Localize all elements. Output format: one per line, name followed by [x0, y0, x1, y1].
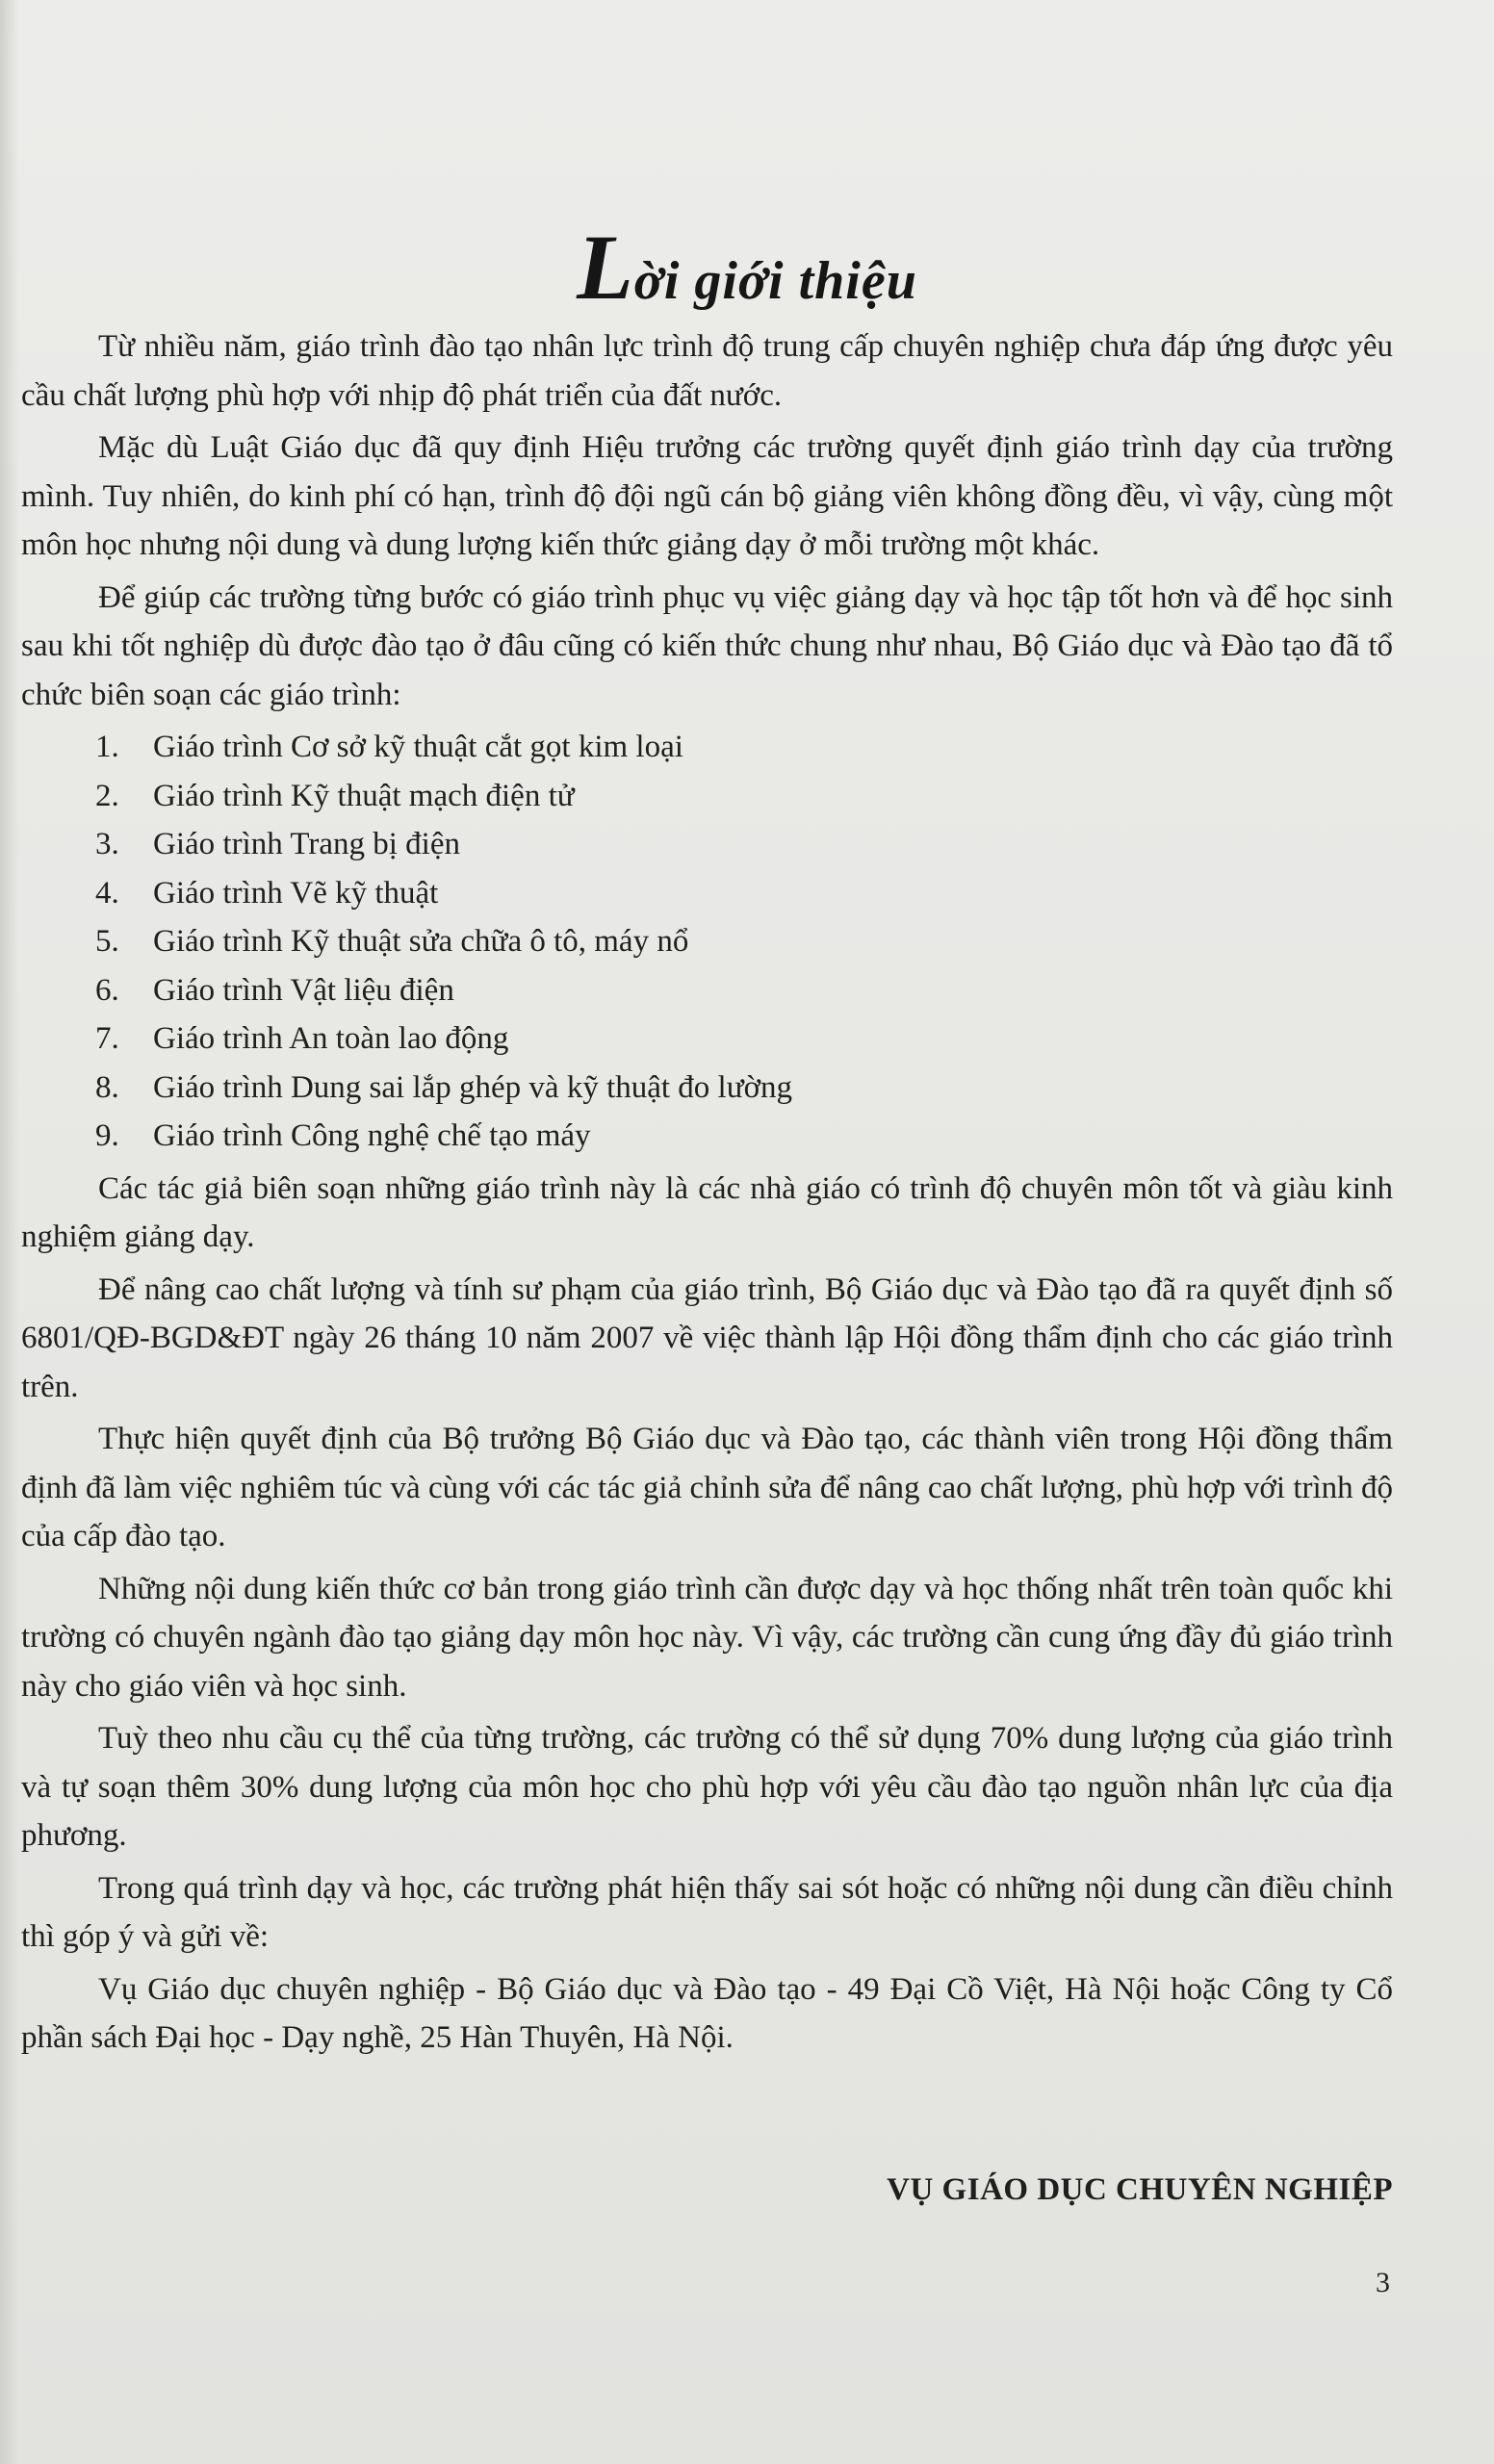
paragraph-feedback: Trong quá trình dạy và học, các trường phát hiện thấy sai sót hoặc có những nội dung cần điều chỉnh thì góp ý và gửi về: [21, 1870, 1393, 1954]
paragraph-council: Thực hiện quyết định của Bộ trưởng Bộ Giáo dục và Đào tạo, các thành viên trong Hội đồng thẩm định đã làm việc nghiêm túc và cùng với các tác giả chỉnh sửa để nâng cao chất lượng, phù hợp với trình độ của cấp đào tạo. [21, 1422, 1393, 1553]
page-edge-shadow [0, 0, 19, 2464]
paragraph-law: Mặc dù Luật Giáo dục đã quy định Hiệu trưởng các trường quyết định giáo trình dạy của trường mình. Tuy nhiên, do kinh phí có hạn, trình độ đội ngũ cán bộ giảng viên không đồng đều, vì vậy, cùng một môn học nhưng nội dung và dung lượng kiến thức giảng dạy ở mỗi trường một khác. [21, 430, 1393, 562]
signature: VỤ GIÁO DỤC CHUYÊN NGHIỆP [887, 2172, 1393, 2207]
list-item: 3. Giáo trình Trang bị điện [95, 827, 460, 861]
list-item: 2. Giáo trình Kỹ thuật mạch điện tử [95, 778, 575, 813]
page-number: 3 [1376, 2267, 1390, 2298]
paragraph-intro: Từ nhiều năm, giáo trình đào tạo nhân lực trình độ trung cấp chuyên nghiệp chưa đáp ứng được yêu cầu chất lượng phù hợp với nhịp độ phát triển của đất nước. [21, 329, 1393, 413]
page-title [0, 214, 1494, 321]
paragraph-usage: Tuỳ theo nhu cầu cụ thể của từng trường, các trường có thể sử dụng 70% dung lượng của giáo trình và tự soạn thêm 30% dung lượng của môn học cho phù hợp với yêu cầu đào tạo nguồn nhân lực của địa phương. [21, 1721, 1393, 1853]
textbook-list [21, 723, 1393, 1161]
title-initial: L [577, 216, 634, 319]
list-item: 8. Giáo trình Dung sai lắp ghép và kỹ thuật đo lường [95, 1069, 793, 1105]
list-item: 4. Giáo trình Vẽ kỹ thuật [95, 875, 439, 911]
title-rest: ời giới thiệu [633, 251, 917, 311]
list-item: 7. Giáo trình An toàn lao động [95, 1021, 509, 1056]
paragraph-address: Vụ Giáo dục chuyên nghiệp - Bộ Giáo dục và Đào tạo - 49 Đại Cồ Việt, Hà Nội hoặc Công ty Cổ phần sách Đại học - Dạy nghề, 25 Hàn Thuyên, Hà Nội. [21, 1971, 1393, 2055]
paragraph-national: Những nội dung kiến thức cơ bản trong giáo trình cần được dạy và học thống nhất trên toàn quốc khi trường có chuyên ngành đào tạo giảng dạy môn học này. Vì vậy, các trường cần cung ứng đầy đủ giáo trình này cho giáo viên và học sinh. [21, 1571, 1393, 1704]
list-item: 9. Giáo trình Công nghệ chế tạo máy [95, 1118, 591, 1153]
paragraph-purpose: Để giúp các trường từng bước có giáo trình phục vụ việc giảng dạy và học tập tốt hơn và để học sinh sau khi tốt nghiệp dù được đào tạo ở đâu cũng có kiến thức chung như nhau, Bộ Giáo dục và Đào tạo đã tổ chức biên soạn các giáo trình: [21, 579, 1393, 712]
paragraph-authors: Các tác giả biên soạn những giáo trình này là các nhà giáo có trình độ chuyên môn tốt và giàu kinh nghiệm giảng dạy. [21, 1170, 1393, 1254]
list-item: 5. Giáo trình Kỹ thuật sửa chữa ô tô, máy nổ [95, 924, 689, 959]
page-body [21, 322, 1393, 2066]
list-item: 1. Giáo trình Cơ sở kỹ thuật cắt gọt kim loại [95, 730, 683, 764]
list-item: 6. Giáo trình Vật liệu điện [95, 972, 454, 1008]
paragraph-decision: Để nâng cao chất lượng và tính sư phạm của giáo trình, Bộ Giáo dục và Đào tạo đã ra quyết định số 6801/QĐ-BGD&ĐT ngày 26 tháng 10 năm 2007 về việc thành lập Hội đồng thẩm định cho các giáo trình trên. [21, 1271, 1393, 1404]
